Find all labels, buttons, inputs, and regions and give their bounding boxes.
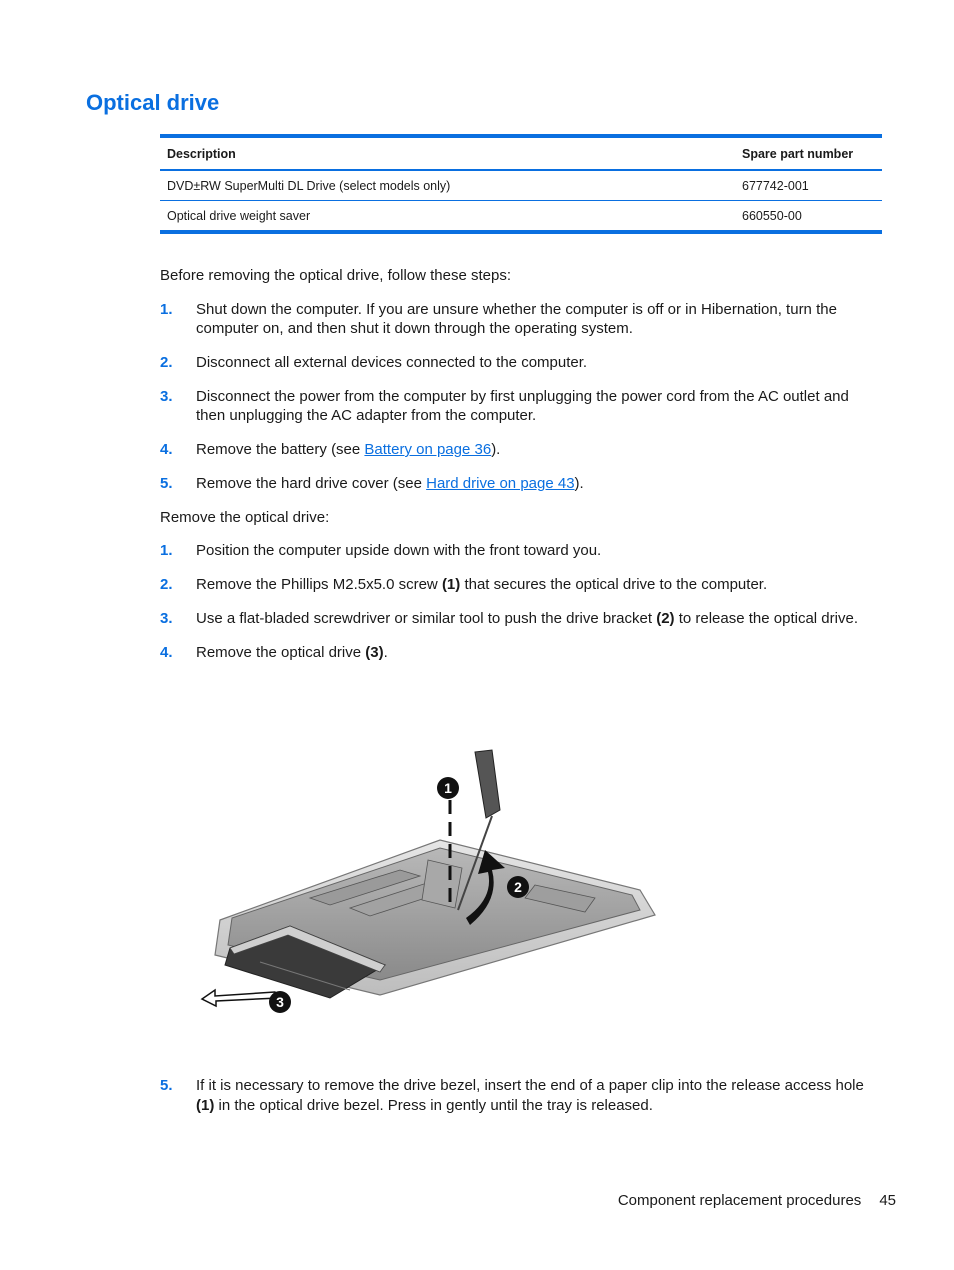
prep-intro: Before removing the optical drive, follow these steps:: [160, 267, 512, 284]
list-item: [160, 387, 880, 425]
callout-1-label: 1: [444, 780, 452, 796]
battery-link[interactable]: Battery on page 36: [364, 441, 492, 458]
step-text: Remove the optical drive: [196, 644, 366, 661]
footer-section-title: Component replacement procedures: [617, 1192, 862, 1209]
page-footer: [618, 1192, 896, 1209]
step-text: to release the optical drive.: [674, 610, 858, 627]
callout-ref: (1): [196, 1097, 215, 1114]
remove-steps-list: [160, 541, 880, 677]
step-text-after-link: ).: [574, 475, 584, 492]
step-number: 3.: [160, 388, 173, 405]
step-number: 3.: [160, 610, 173, 627]
table-row: [160, 201, 882, 233]
step-text: Position the computer upside down with the front toward you.: [196, 542, 602, 559]
list-item: [160, 541, 880, 560]
spare-parts-table: [160, 134, 882, 234]
step-text-after-link: ).: [491, 441, 501, 458]
step-number: 2.: [160, 354, 173, 371]
table-header-row: [160, 136, 882, 170]
step-5-bezel: [160, 1076, 880, 1116]
remove-intro: Remove the optical drive:: [160, 509, 330, 526]
cell-description: Optical drive weight saver: [160, 201, 735, 233]
optical-drive-removal-illustration: [200, 740, 670, 1030]
step-text: Shut down the computer. If you are unsure whether the computer is off or in Hibernation, turn the computer on, and then shut it down through the operating system.: [196, 301, 837, 337]
step-number: 5.: [160, 475, 173, 492]
list-item: [160, 353, 880, 372]
list-item: [160, 474, 880, 493]
step-number: 1.: [160, 301, 173, 318]
list-item: [160, 440, 880, 459]
step-number: 1.: [160, 542, 173, 559]
page-number: 45: [879, 1192, 896, 1209]
callout-3-label: 3: [276, 994, 284, 1010]
step-text: Remove the Phillips M2.5x5.0 screw: [196, 576, 442, 593]
list-item: [160, 575, 880, 594]
cell-description: DVD±RW SuperMulti DL Drive (select models only): [167, 178, 451, 193]
hard-drive-link[interactable]: Hard drive on page 43: [426, 475, 575, 492]
list-item: [160, 300, 880, 338]
callout-ref: (2): [656, 610, 675, 627]
step-text: Disconnect the power from the computer by first unplugging the power cord from the AC outlet and then unplugging the AC adapter from the computer.: [196, 388, 849, 424]
prep-steps-list: [160, 300, 880, 508]
list-item: [160, 643, 880, 662]
step-text: Use a flat-bladed screwdriver or similar tool to push the drive bracket: [196, 610, 657, 627]
callout-1-badge: [437, 777, 459, 799]
removal-arrow-shape: [202, 990, 278, 1006]
step-text-before-link: Remove the hard drive cover (see: [196, 475, 427, 492]
step-text: Disconnect all external devices connected to the computer.: [196, 354, 588, 371]
page-title: Optical drive: [86, 90, 220, 115]
cell-part-number: 677742-001: [742, 178, 809, 193]
column-header-spare-part-number: Spare part number: [735, 136, 882, 170]
step-number: 5.: [160, 1077, 173, 1094]
step-text-before-link: Remove the battery (see: [196, 441, 365, 458]
step-number: 2.: [160, 576, 173, 593]
step-number: 4.: [160, 644, 173, 661]
callout-ref: (1): [441, 576, 461, 593]
callout-3-badge: [269, 991, 291, 1013]
step-text: If it is necessary to remove the drive bezel, insert the end of a paper clip into the release access hole: [196, 1077, 864, 1094]
callout-2-badge: [507, 876, 529, 898]
callout-2-label: 2: [514, 879, 522, 895]
list-item: [160, 609, 880, 628]
table-row: [160, 170, 882, 201]
callout-ref: (3): [365, 644, 384, 661]
cell-part-number: 660550-00: [735, 201, 882, 233]
step-number: 4.: [160, 441, 173, 458]
column-header-description: Description: [160, 136, 735, 170]
step-text: .: [383, 644, 388, 661]
step-text: that secures the optical drive to the computer.: [460, 576, 768, 593]
step-text: in the optical drive bezel. Press in gently until the tray is released.: [214, 1097, 653, 1114]
